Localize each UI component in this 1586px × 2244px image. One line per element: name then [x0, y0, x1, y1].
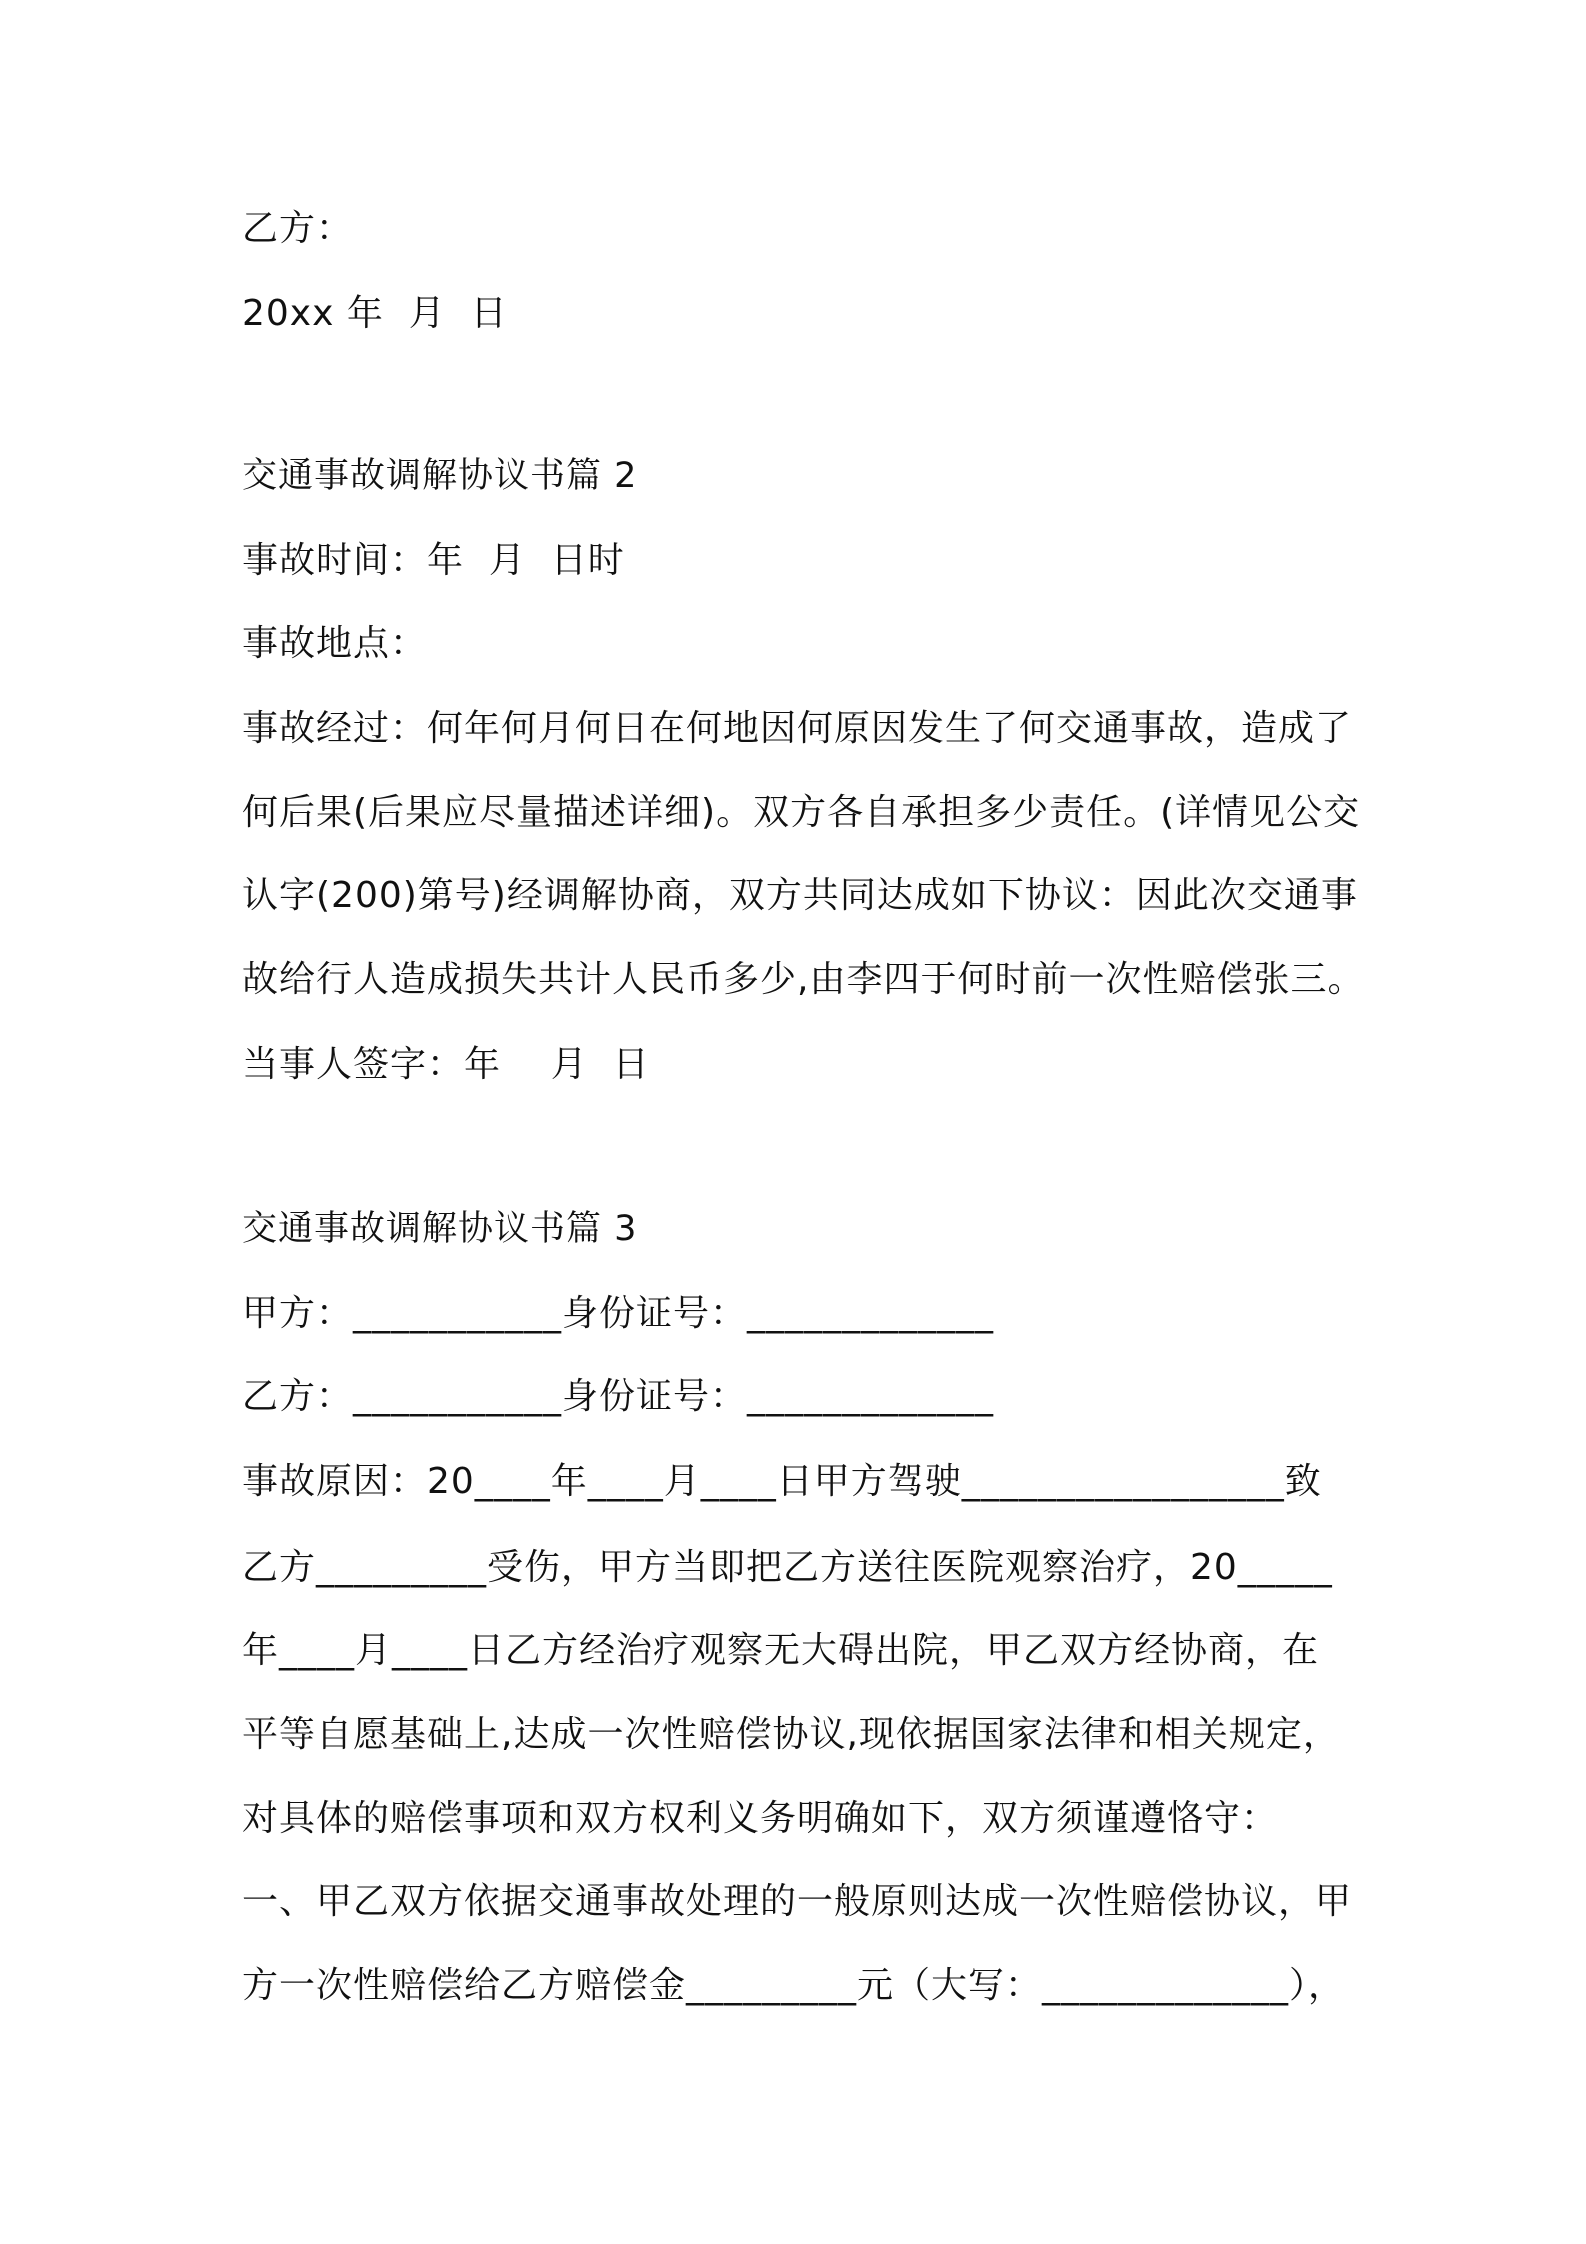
party-b-id-line: 乙方：___________身份证号：_____________ — [242, 1376, 995, 1417]
agreement-body-line: 方一次性赔偿给乙方赔偿金_________元（大写：_____________）， — [242, 1965, 1346, 2006]
accident-process-line: 认字(200)第号)经调解协商，双方共同达成如下协议：因此次交通事 — [242, 875, 1358, 916]
agreement-body-line: 对具体的赔偿事项和双方权利义务明确如下，双方须谨遵恪守： — [242, 1798, 1279, 1839]
agreement-body-line: 平等自愿基础上,达成一次性赔偿协议,现依据国家法律和相关规定， — [242, 1714, 1340, 1755]
accident-process-line: 故给行人造成损失共计人民币多少,由李四于何时前一次性赔偿张三。 — [242, 959, 1365, 1000]
agreement-body-line: 乙方_________受伤，甲方当即把乙方送往医院观察治疗，20_____ — [242, 1547, 1333, 1588]
party-a-id-line: 甲方：___________身份证号：_____________ — [242, 1293, 995, 1334]
accident-time: 事故时间：年 月 日时 — [242, 540, 625, 581]
accident-place: 事故地点： — [242, 623, 428, 664]
agreement-body-line: 年____月____日乙方经治疗观察无大碍出院，甲乙双方经协商，在 — [242, 1630, 1320, 1671]
party-signature-line: 当事人签字：年 月 日 — [242, 1044, 650, 1085]
date-line: 20xx 年 月 日 — [242, 293, 508, 334]
agreement-body-line: 事故原因：20____年____月____日甲方驾驶_________________致 — [242, 1461, 1322, 1502]
party-b-label: 乙方： — [242, 208, 354, 249]
accident-process-line: 何后果(后果应尽量描述详细)。双方各自承担多少责任。(详情见公交 — [242, 792, 1361, 833]
agreement-body-line: 一、甲乙双方依据交通事故处理的一般原则达成一次性赔偿协议，甲 — [242, 1881, 1353, 1922]
section-2-title: 交通事故调解协议书篇 2 — [242, 456, 638, 496]
accident-process-line: 事故经过：何年何月何日在何地因何原因发生了何交通事故，造成了 — [242, 708, 1353, 749]
section-3-title: 交通事故调解协议书篇 3 — [242, 1209, 638, 1249]
